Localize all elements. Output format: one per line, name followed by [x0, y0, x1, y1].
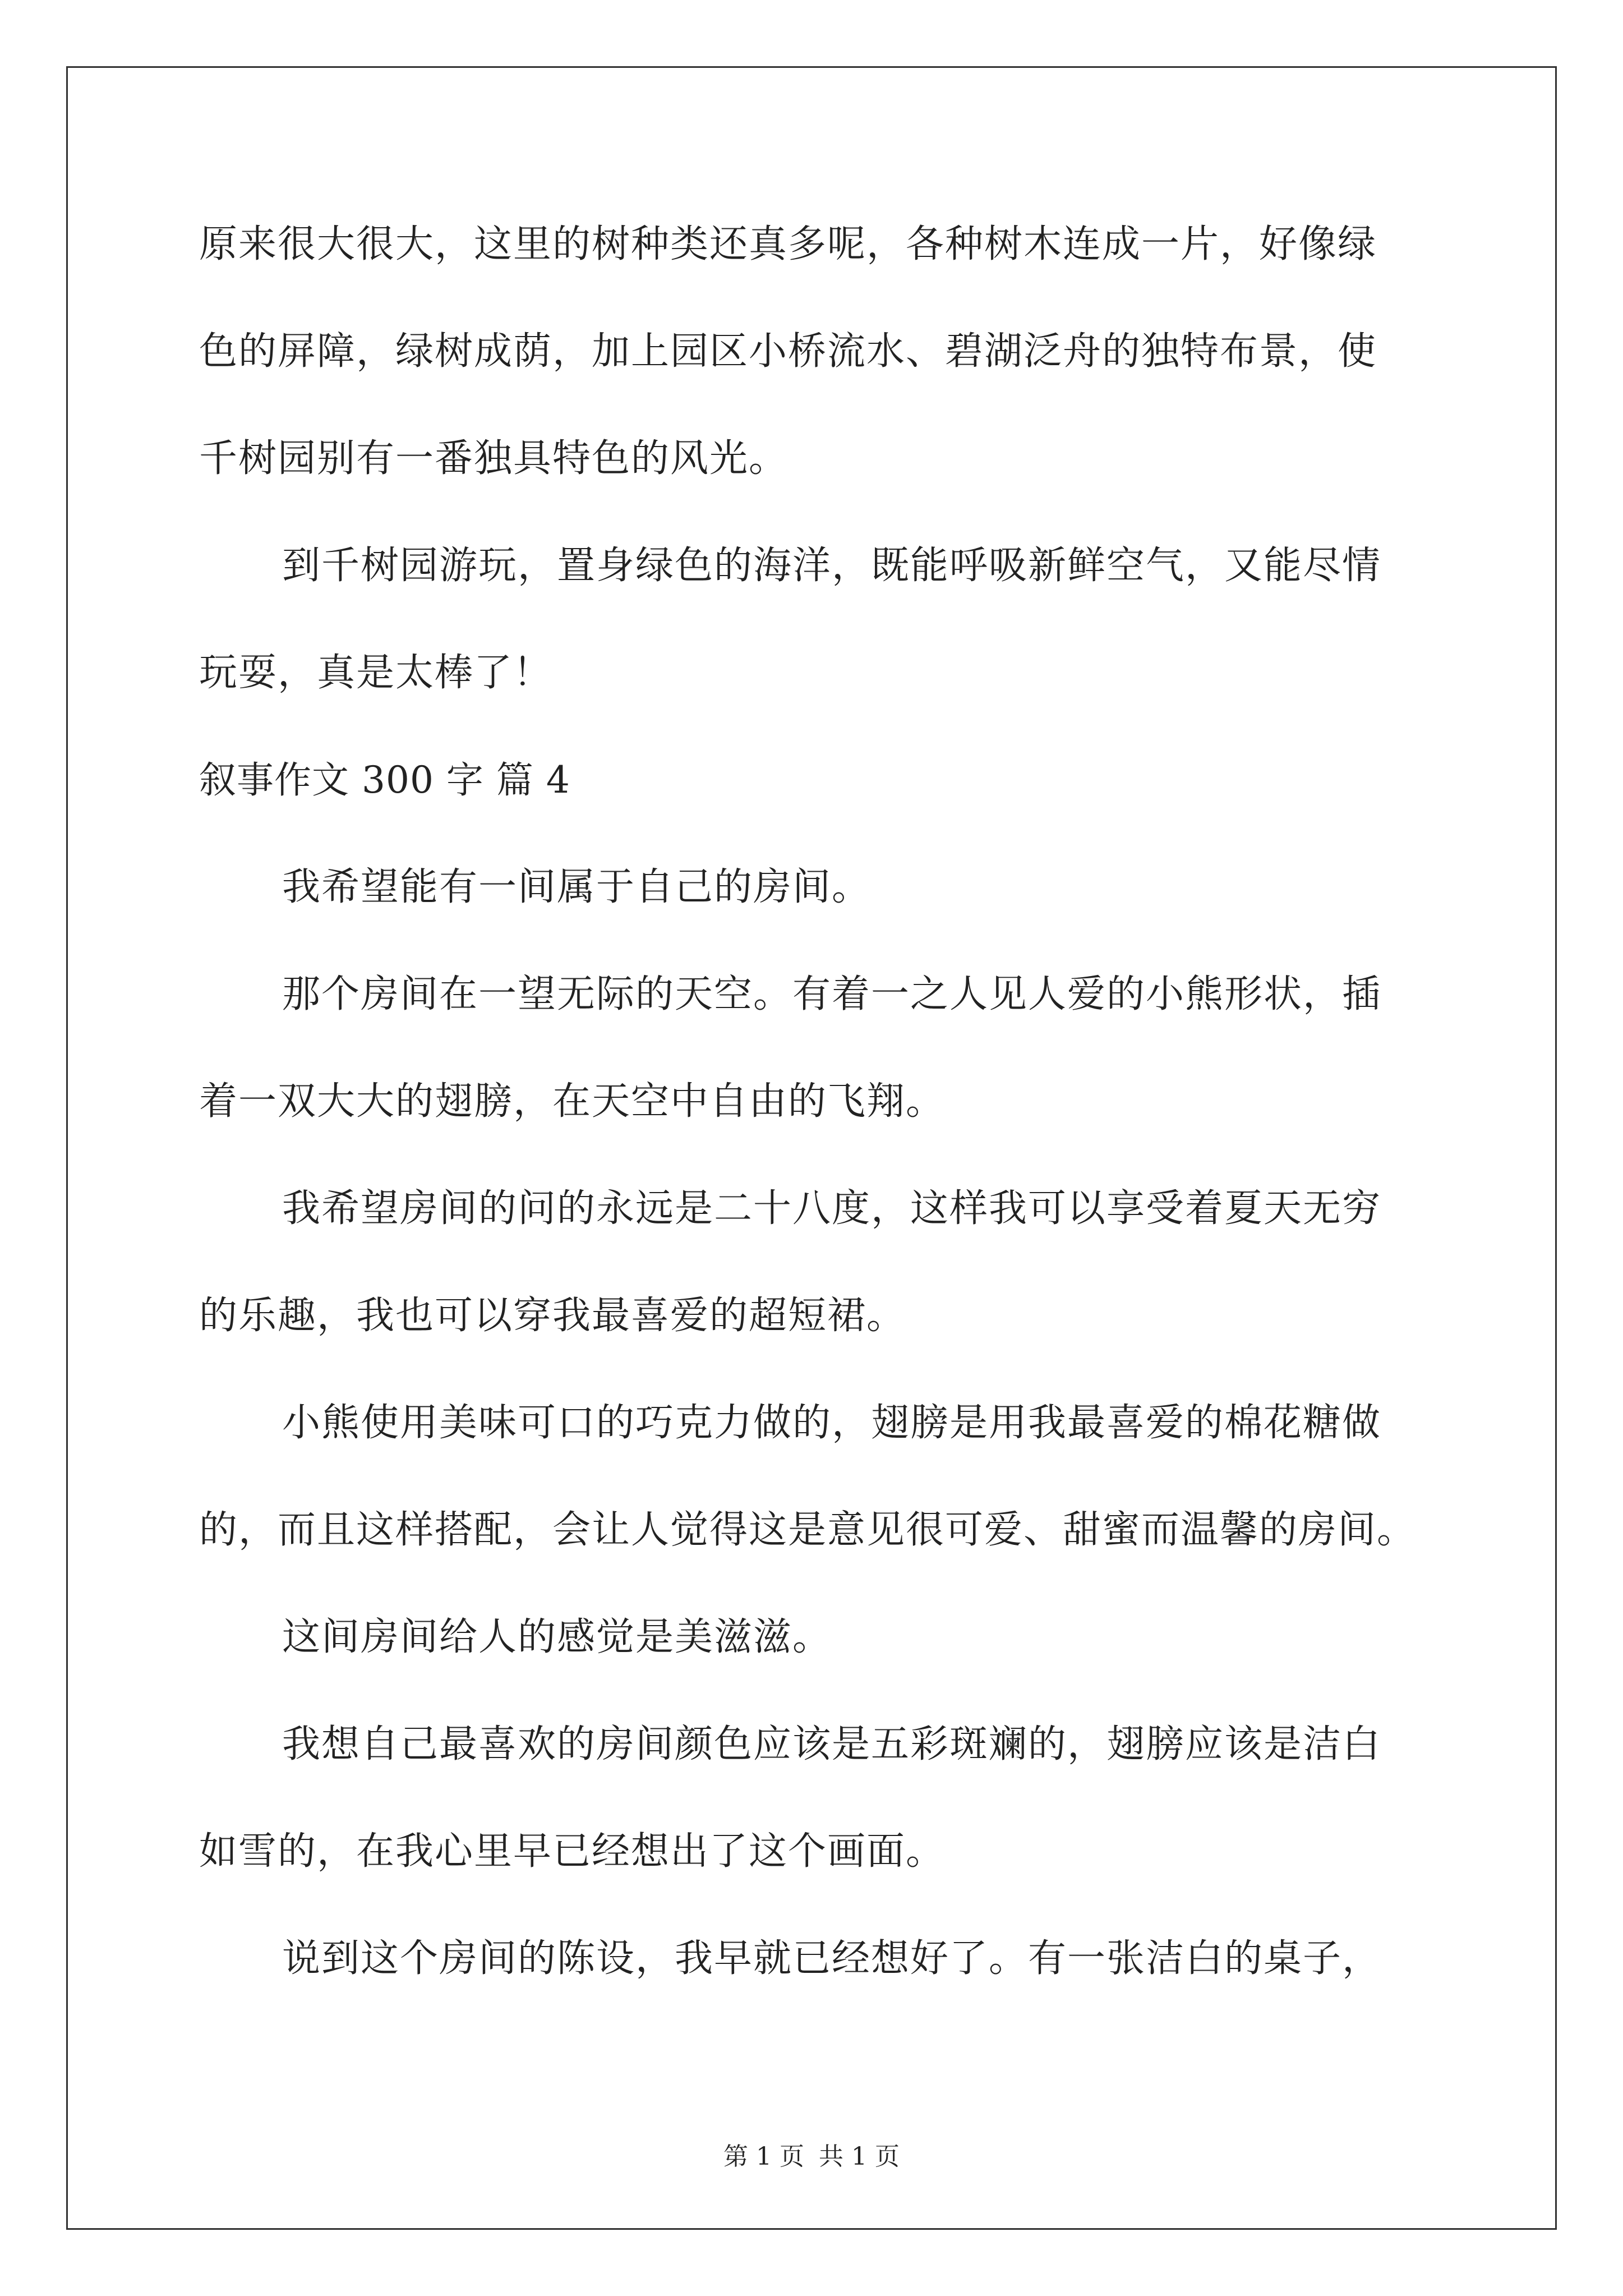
paragraph-line: 说到这个房间的陈设，我早就已经想好了。有一张洁白的桌子， [282, 1936, 1382, 1981]
paragraph-line: 那个房间在一望无际的天空。有着一之人见人爱的小熊形状，插 [282, 972, 1382, 1016]
paragraph-line: 到千树园游玩，置身绿色的海洋，既能呼吸新鲜空气，又能尽情 [282, 544, 1382, 588]
paragraph-line: 的乐趣，我也可以穿我最喜爱的超短裙。 [199, 1294, 906, 1338]
paragraph-line: 这间房间给人的感觉是美滋滋。 [282, 1615, 832, 1659]
paragraph-line: 我想自己最喜欢的房间颜色应该是五彩斑斓的，翅膀应该是洁白 [282, 1722, 1382, 1766]
document-body [199, 191, 1450, 2012]
page-total: 共 1 页 [819, 2142, 900, 2171]
paragraph-line: 着一双大大的翅膀，在天空中自由的飞翔。 [199, 1079, 946, 1124]
page-number: 第 1 页 [723, 2142, 804, 2171]
paragraph-line: 我希望房间的问的永远是二十八度，这样我可以享受着夏天无穷 [282, 1186, 1382, 1231]
paragraph-line: 小熊使用美味可口的巧克力做的，翅膀是用我最喜爱的棉花糖做 [282, 1401, 1382, 1445]
paragraph-line: 千树园别有一番独具特色的风光。 [199, 436, 789, 481]
paragraph-line: 我希望能有一间属于自己的房间。 [282, 865, 872, 909]
paragraph-line: 如雪的，在我心里早已经想出了这个画面。 [199, 1829, 946, 1874]
paragraph-line: 的，而且这样搭配，会让人觉得这是意见很可爱、甜蜜而温馨的房间。 [199, 1508, 1417, 1552]
section-heading: 叙事作文 300 字 篇 4 [199, 758, 570, 802]
paragraph-line: 玩耍，真是太棒了！ [199, 651, 553, 695]
page-footer [0, 2136, 1623, 2172]
paragraph-line: 原来很大很大，这里的树种类还真多呢，各种树木连成一片，好像绿 [199, 222, 1377, 266]
paragraph-line: 色的屏障，绿树成荫，加上园区小桥流水、碧湖泛舟的独特布景，使 [199, 329, 1377, 374]
